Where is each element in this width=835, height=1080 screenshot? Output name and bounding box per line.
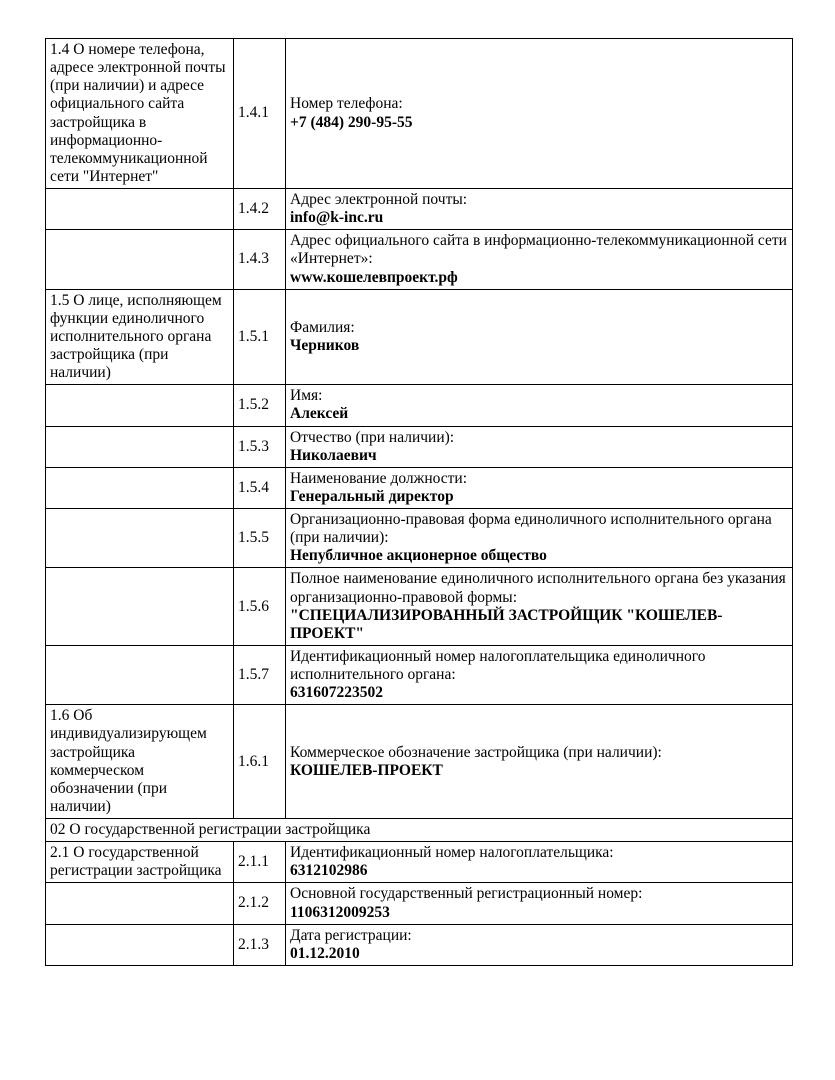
field-label: Идентификационный номер налогоплательщика единоличного исполнительного органа: <box>290 647 706 683</box>
item-value-cell <box>286 385 793 426</box>
field-value: Николаевич <box>290 446 377 464</box>
item-number-cell: 1.4.1 <box>234 39 286 189</box>
section-description-cell <box>46 645 234 704</box>
table-row <box>46 385 793 426</box>
item-number-cell: 1.5.3 <box>234 426 286 467</box>
item-number-cell: 1.4.2 <box>234 189 286 230</box>
section-description-cell: 1.6 Об индивидуализирующем застройщика коммерческом обозначении (при наличии) <box>46 705 234 819</box>
field-label: Основной государственный регистрационный номер: <box>290 885 643 903</box>
field-label: Полное наименование единоличного исполнительного органа без указания организационно-правовой формы: <box>290 570 786 606</box>
table-row <box>46 924 793 965</box>
field-value: www.кошелевпроект.рф <box>290 268 458 286</box>
section-description-cell <box>46 509 234 568</box>
table-row <box>46 39 793 189</box>
section-description-cell <box>46 568 234 646</box>
section-description-cell <box>46 189 234 230</box>
field-label: Организационно-правовая форма единоличного исполнительного органа (при наличии): <box>290 511 772 547</box>
item-number-cell: 1.5.6 <box>234 568 286 646</box>
section-header-cell: 02 О государственной регистрации застройщика <box>46 819 793 842</box>
item-value-cell <box>286 189 793 230</box>
table-row <box>46 509 793 568</box>
field-label: Адрес официального сайта в информационно-телекоммуникационной сети «Интернет»: <box>290 232 787 268</box>
table-row <box>46 645 793 704</box>
section-description-cell: 2.1 О государственной регистрации застройщика <box>46 842 234 883</box>
field-label: Имя: <box>290 387 323 405</box>
field-value: Алексей <box>290 405 349 423</box>
section-description-cell <box>46 385 234 426</box>
item-number-cell: 1.5.5 <box>234 509 286 568</box>
item-value-cell <box>286 705 793 819</box>
field-label: Дата регистрации: <box>290 926 412 944</box>
item-number-cell: 1.5.7 <box>234 645 286 704</box>
declaration-table <box>45 38 793 966</box>
item-number-cell: 2.1.2 <box>234 883 286 924</box>
item-value-cell <box>286 426 793 467</box>
item-value-cell <box>286 842 793 883</box>
field-value: 01.12.2010 <box>290 944 360 962</box>
field-label: Идентификационный номер налогоплательщика: <box>290 844 614 862</box>
table-row <box>46 230 793 289</box>
field-value: 6312102986 <box>290 862 368 880</box>
declaration-table-body <box>46 39 793 966</box>
section-description-cell <box>46 230 234 289</box>
item-value-cell <box>286 645 793 704</box>
field-label: Отчество (при наличии): <box>290 428 455 446</box>
field-label: Адрес электронной почты: <box>290 191 468 208</box>
field-label: Коммерческое обозначение застройщика (при наличии): <box>290 743 662 761</box>
item-number-cell: 1.6.1 <box>234 705 286 819</box>
item-value-cell <box>286 568 793 646</box>
item-number-cell: 1.5.2 <box>234 385 286 426</box>
table-row <box>46 819 793 842</box>
item-value-cell <box>286 467 793 508</box>
field-value: Непубличное акционерное общество <box>290 547 547 565</box>
field-value: 631607223502 <box>290 684 383 702</box>
field-value: Черников <box>290 336 360 354</box>
item-number-cell: 1.5.4 <box>234 467 286 508</box>
table-row <box>46 883 793 924</box>
item-number-cell: 2.1.1 <box>234 842 286 883</box>
table-row <box>46 842 793 883</box>
field-value: +7 (484) 290-95-55 <box>290 113 413 131</box>
table-row <box>46 289 793 385</box>
table-row <box>46 705 793 819</box>
item-value-cell <box>286 883 793 924</box>
field-value: КОШЕЛЕВ-ПРОЕКТ <box>290 761 443 779</box>
item-number-cell: 1.5.1 <box>234 289 286 385</box>
item-value-cell <box>286 509 793 568</box>
item-value-cell <box>286 289 793 385</box>
section-description-cell <box>46 883 234 924</box>
section-description-cell: 1.4 О номере телефона, адресе электронной почты (при наличии) и адресе официального сайта застройщика в информационно-телекоммуникационной сети "Интернет" <box>46 39 234 189</box>
field-value: Генеральный директор <box>290 487 454 505</box>
item-value-cell <box>286 924 793 965</box>
section-description-cell <box>46 426 234 467</box>
section-description-cell <box>46 467 234 508</box>
item-value-cell <box>286 230 793 289</box>
field-value: "СПЕЦИАЛИЗИРОВАННЫЙ ЗАСТРОЙЩИК "КОШЕЛЕВ-ПРОЕКТ" <box>290 606 723 642</box>
table-row <box>46 467 793 508</box>
section-description-cell: 1.5 О лице, исполняющем функции единоличного исполнительного органа застройщика (при наличии) <box>46 289 234 385</box>
item-value-cell <box>286 39 793 189</box>
table-row <box>46 426 793 467</box>
table-row <box>46 568 793 646</box>
field-value: 1106312009253 <box>290 903 390 921</box>
item-number-cell: 1.4.3 <box>234 230 286 289</box>
section-description-cell <box>46 924 234 965</box>
field-label: Фамилия: <box>290 318 355 336</box>
field-label: Наименование должности: <box>290 469 468 487</box>
field-value: info@k-inc.ru <box>290 209 384 227</box>
table-row <box>46 189 793 230</box>
item-number-cell: 2.1.3 <box>234 924 286 965</box>
field-label: Номер телефона: <box>290 95 403 113</box>
